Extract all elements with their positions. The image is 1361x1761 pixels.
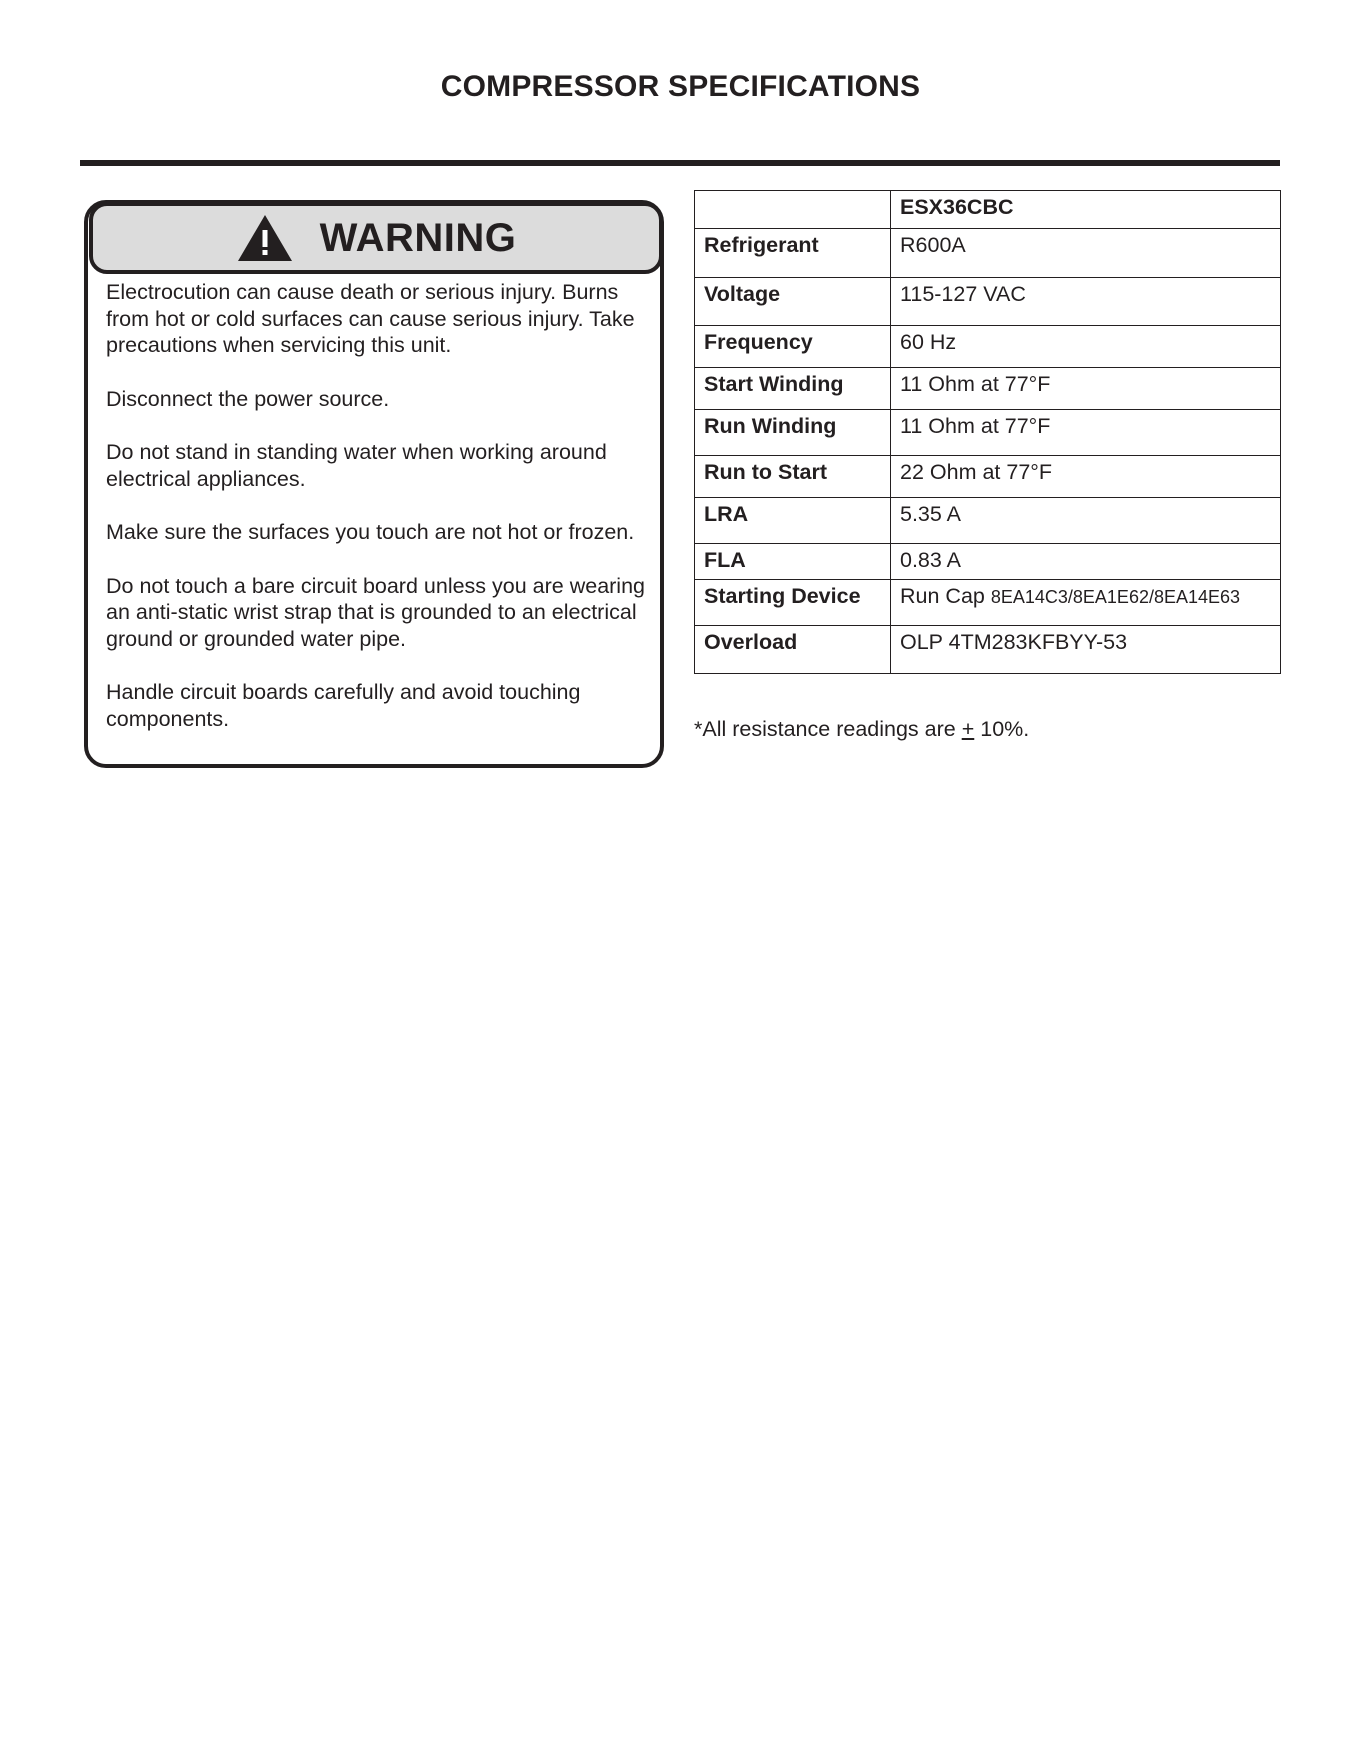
row-value: 5.35 A — [891, 498, 1281, 544]
page-title: COMPRESSOR SPECIFICATIONS — [440, 70, 921, 103]
warning-triangle-icon — [236, 213, 294, 263]
row-value: R600A — [891, 229, 1281, 278]
starting-device-value: Run Cap — [900, 584, 985, 608]
warning-paragraph: Do not touch a bare circuit board unless you are wearing an anti-static wrist strap that is grounded to an electrical ground or grounded water pipe. — [106, 573, 646, 651]
row-label: Voltage — [695, 278, 891, 326]
row-label: Refrigerant — [695, 229, 891, 278]
table-row — [695, 368, 1281, 410]
warning-box — [84, 200, 664, 768]
row-value: 0.83 A — [891, 544, 1281, 580]
table-row — [695, 544, 1281, 580]
row-value: 11 Ohm at 77°F — [891, 368, 1281, 410]
row-value: 11 Ohm at 77°F — [891, 410, 1281, 456]
row-label: Frequency — [695, 326, 891, 368]
warning-heading: WARNING — [319, 215, 517, 260]
row-value: 22 Ohm at 77°F — [891, 456, 1281, 498]
table-row — [695, 410, 1281, 456]
footnote-prefix: *All resistance readings are — [694, 717, 962, 741]
row-value — [891, 580, 1281, 626]
warning-body — [106, 279, 656, 759]
plus-minus-symbol: + — [961, 717, 975, 741]
warning-paragraph: Make sure the surfaces you touch are not hot or frozen. — [106, 520, 635, 544]
header-cell-model: ESX36CBC — [891, 191, 1281, 229]
header-cell-blank — [695, 191, 891, 229]
table-row — [695, 456, 1281, 498]
title-divider — [80, 160, 1280, 166]
table-row — [695, 626, 1281, 674]
table-row — [695, 278, 1281, 326]
table-row — [695, 498, 1281, 544]
warning-paragraph: Do not stand in standing water when working around electrical appliances. — [106, 440, 607, 491]
footnote-suffix: 10%. — [974, 717, 1030, 741]
row-label: FLA — [695, 544, 891, 580]
table-row — [695, 229, 1281, 278]
resistance-footnote — [694, 717, 1029, 742]
row-label: Starting Device — [695, 580, 891, 626]
row-label: Overload — [695, 626, 891, 674]
row-value: 60 Hz — [891, 326, 1281, 368]
warning-header — [89, 202, 663, 274]
row-label: Run Winding — [695, 410, 891, 456]
table-row — [695, 326, 1281, 368]
table-header-row — [695, 191, 1281, 229]
row-label: Run to Start — [695, 456, 891, 498]
row-label: LRA — [695, 498, 891, 544]
table-row — [695, 580, 1281, 626]
warning-paragraph: Disconnect the power source. — [106, 386, 390, 411]
starting-device-part-numbers: 8EA14C3/8EA1E62/8EA14E63 — [990, 587, 1241, 607]
warning-paragraph: Electrocution can cause death or serious injury. Burns from hot or cold surfaces can cause serious injury. Take precautions when servicing this unit. — [106, 280, 635, 357]
compressor-spec-table — [694, 190, 1281, 674]
row-value: 115-127 VAC — [891, 278, 1281, 326]
row-value: OLP 4TM283KFBYY-53 — [891, 626, 1281, 674]
warning-paragraph: Handle circuit boards carefully and avoid touching components. — [106, 680, 581, 731]
row-label: Start Winding — [695, 368, 891, 410]
